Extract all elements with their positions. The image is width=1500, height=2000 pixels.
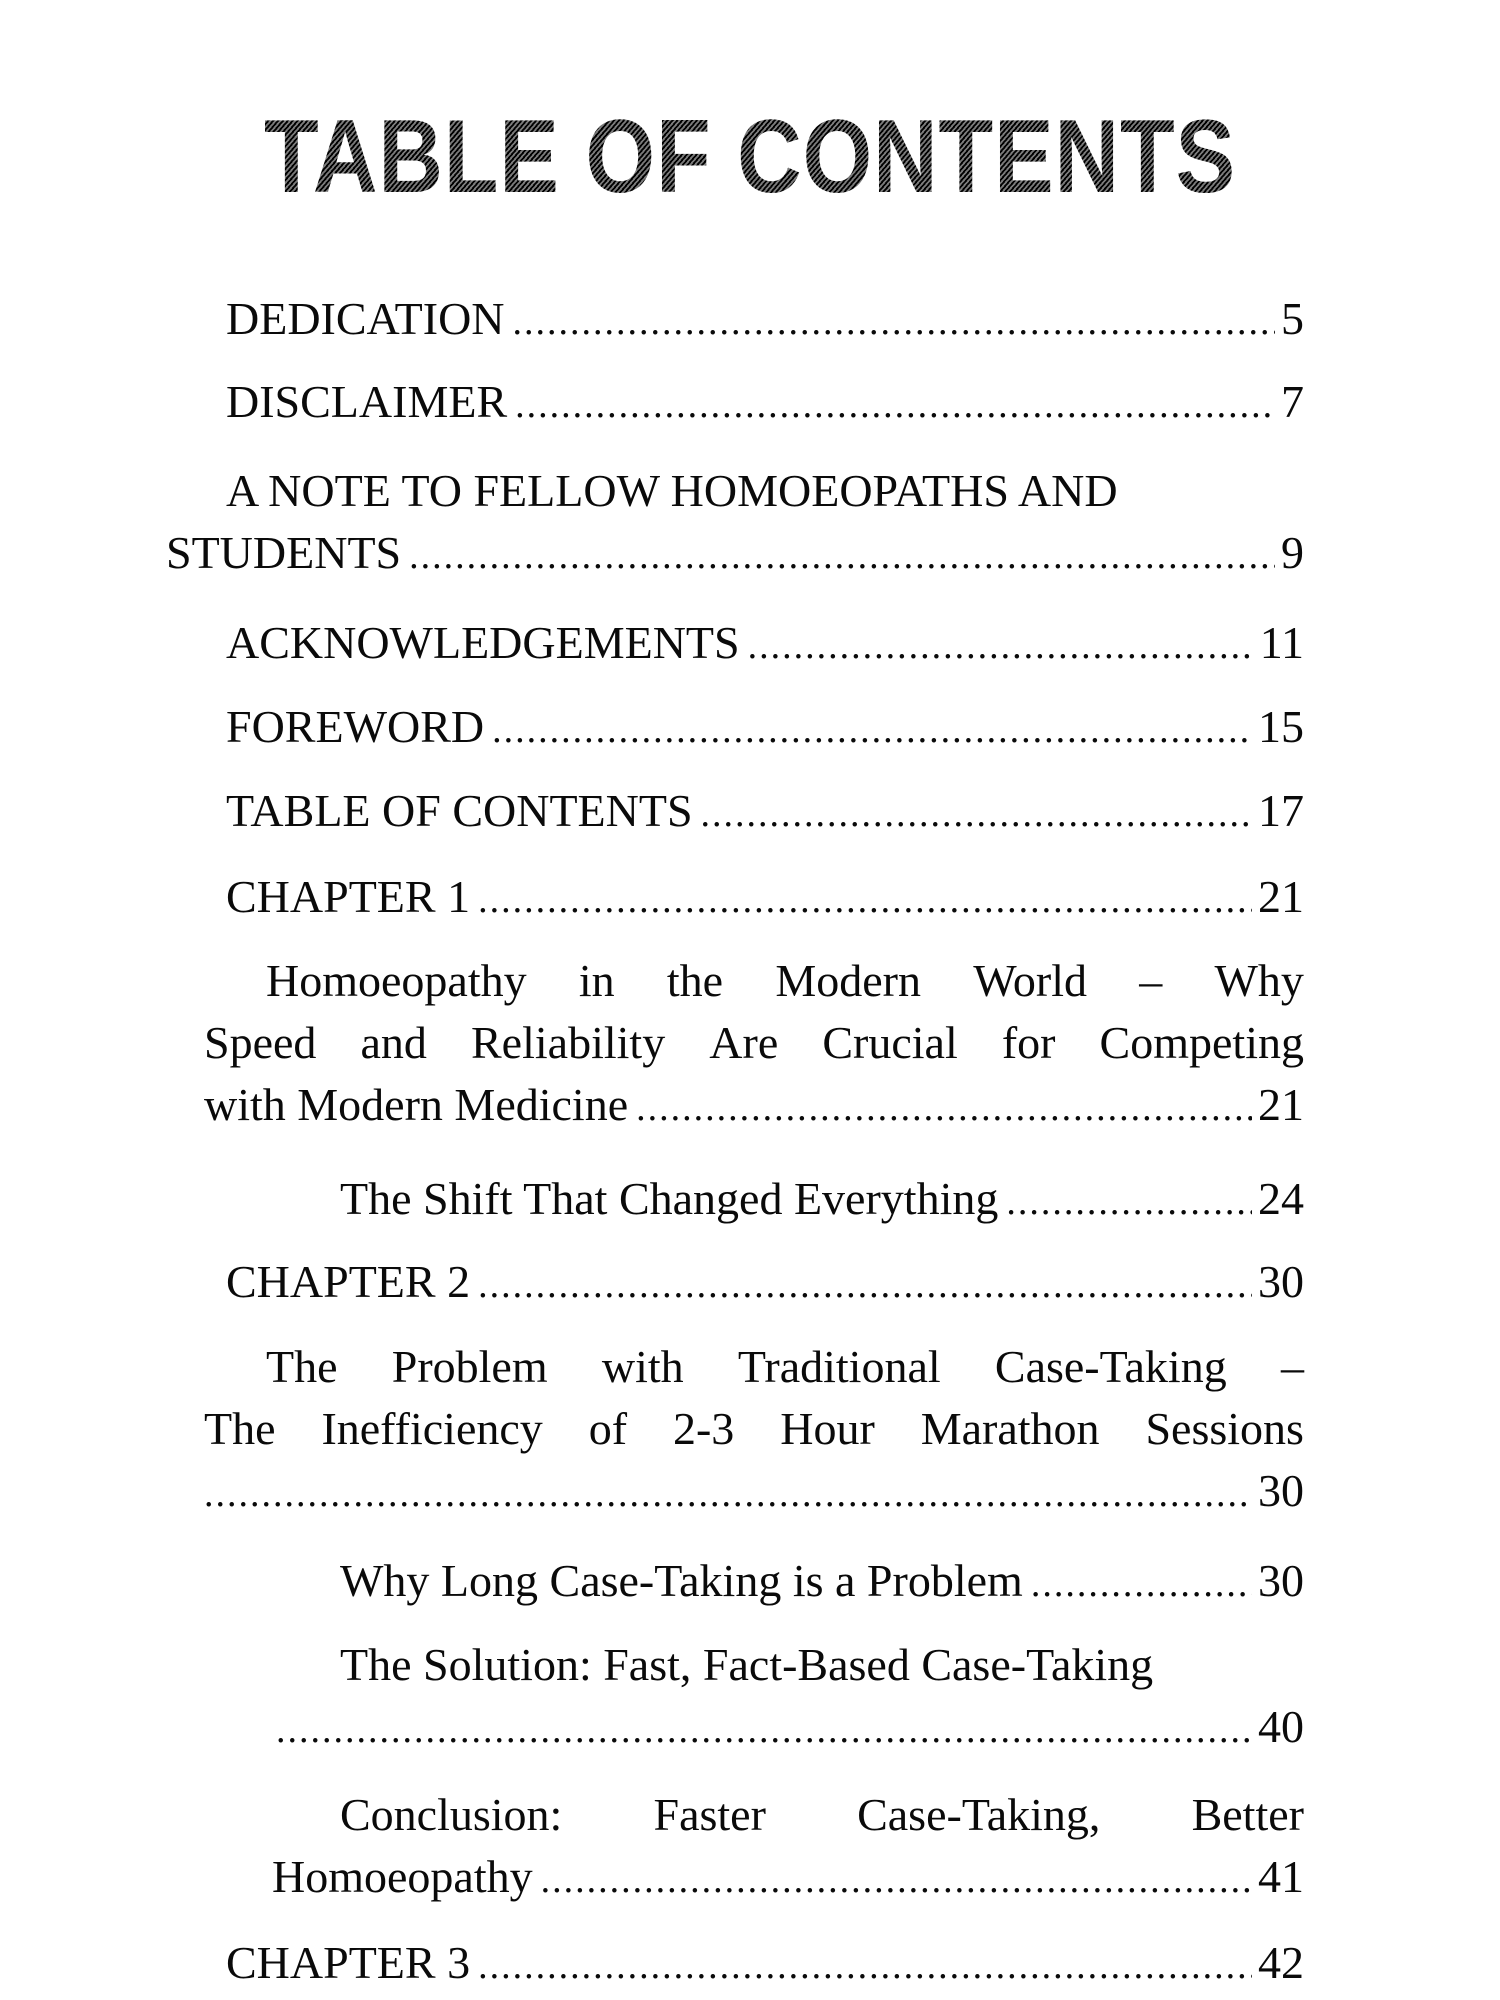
toc-entry-title-line1: A NOTE TO FELLOW HOMOEOPATHS AND [226, 465, 1118, 516]
word: Sessions [1145, 1403, 1304, 1454]
toc-entry-title: CHAPTER 2 [226, 1256, 471, 1307]
toc-entry-table-of-contents[interactable] [226, 780, 1304, 842]
dot-leader [492, 699, 1252, 761]
toc-page-number: 21 [1258, 871, 1304, 922]
toc-entry-title-line2 [204, 1398, 1304, 1460]
word: Case-Taking, [857, 1789, 1101, 1840]
word: Problem [391, 1341, 548, 1392]
word: Faster [653, 1789, 766, 1840]
word: Marathon [920, 1403, 1100, 1454]
toc-entry-title: Why Long Case-Taking is a Problem [340, 1555, 1023, 1606]
word: Competing [1099, 1017, 1304, 1068]
toc-page-number: 11 [1259, 617, 1304, 668]
word: Conclusion: [340, 1789, 563, 1840]
toc-page-number: 41 [1258, 1851, 1304, 1902]
word: Modern [775, 955, 921, 1006]
word: Homoeopathy [266, 955, 527, 1006]
toc-entry-why-long-case-taking[interactable] [340, 1550, 1304, 1612]
toc-entry-title-line1 [266, 1336, 1304, 1398]
toc-entry-chapter-3[interactable] [226, 1932, 1304, 1994]
toc-page-number: 24 [1258, 1173, 1304, 1224]
toc-entry-title: STUDENTS [166, 527, 402, 578]
word: of [588, 1403, 628, 1454]
toc-entry-title: DEDICATION [226, 293, 505, 344]
toc-entry-the-solution[interactable] [276, 1634, 1304, 1758]
dot-leader [748, 615, 1254, 677]
toc-entry-foreword[interactable] [226, 696, 1304, 758]
toc-entry-the-shift[interactable] [340, 1168, 1304, 1230]
dot-leader [513, 291, 1275, 353]
toc-entry-chapter-2[interactable] [226, 1251, 1304, 1313]
toc-entry-title-line1: The Solution: Fast, Fact-Based Case-Taking [340, 1639, 1154, 1690]
toc-entry-disclaimer[interactable] [226, 371, 1304, 433]
toc-entry-title: FOREWORD [226, 701, 485, 752]
word: – [1280, 1341, 1304, 1392]
toc-page-number: 30 [1258, 1555, 1304, 1606]
dot-leader [701, 783, 1252, 845]
word: Are [709, 1017, 779, 1068]
word: and [360, 1017, 427, 1068]
word: World [973, 955, 1088, 1006]
word: in [578, 955, 615, 1006]
dot-leader [636, 1077, 1252, 1139]
word: Traditional [737, 1341, 941, 1392]
toc-entry-acknowledgements[interactable] [226, 612, 1304, 674]
toc-page-number: 9 [1281, 527, 1304, 578]
toc-entry-chapter-1[interactable] [226, 866, 1304, 928]
toc-page-number: 21 [1258, 1079, 1304, 1130]
dot-leader [1006, 1171, 1252, 1233]
dot-leader [276, 1699, 1252, 1761]
toc-page-number: 42 [1258, 1937, 1304, 1988]
toc-page-number: 17 [1258, 785, 1304, 836]
toc-entry-title: DISCLAIMER [226, 376, 508, 427]
toc-entry-title-line2 [204, 1012, 1304, 1074]
toc-entry-homoeopathy-modern-world[interactable] [204, 950, 1304, 1136]
dot-leader [204, 1463, 1252, 1525]
word: Case-Taking [994, 1341, 1227, 1392]
toc-entry-title: TABLE OF CONTENTS [226, 785, 693, 836]
word: The [266, 1341, 338, 1392]
toc-entry-title-line1 [340, 1784, 1304, 1846]
word: with [601, 1341, 684, 1392]
word: Reliability [471, 1017, 666, 1068]
dot-leader [478, 869, 1252, 931]
toc-entry-problem-traditional[interactable] [204, 1336, 1304, 1522]
toc-entry-title: ACKNOWLEDGEMENTS [226, 617, 740, 668]
toc-entry-title: Homoeopathy [272, 1851, 533, 1902]
toc-entry-title: The Shift That Changed Everything [340, 1173, 999, 1224]
word: Why [1214, 955, 1304, 1006]
dot-leader [478, 1935, 1252, 1997]
toc-entry-conclusion[interactable] [272, 1784, 1304, 1908]
word: Better [1191, 1789, 1304, 1840]
toc-page-number: 30 [1258, 1256, 1304, 1307]
toc-page-number: 40 [1258, 1701, 1304, 1752]
word: 2-3 [672, 1403, 735, 1454]
toc-page-number: 5 [1281, 293, 1304, 344]
toc-page-number: 7 [1281, 376, 1304, 427]
word: – [1139, 955, 1163, 1006]
word: Crucial [822, 1017, 958, 1068]
dot-leader [478, 1254, 1252, 1316]
word: Inefficiency [321, 1403, 543, 1454]
word: The [204, 1403, 276, 1454]
page-title: TABLE OF CONTENTS [105, 100, 1395, 214]
word: Speed [204, 1017, 317, 1068]
word: the [666, 955, 724, 1006]
toc-entry-title: CHAPTER 1 [226, 871, 471, 922]
dot-leader [409, 525, 1275, 587]
toc-entry-note-to-homoeopaths[interactable] [166, 460, 1304, 584]
dot-leader [541, 1849, 1252, 1911]
dot-leader [1031, 1553, 1252, 1615]
toc-entry-title: with Modern Medicine [204, 1079, 629, 1130]
toc-page-number: 15 [1258, 701, 1304, 752]
toc-entry-title: CHAPTER 3 [226, 1937, 471, 1988]
word: for [1001, 1017, 1056, 1068]
toc-entry-dedication[interactable] [226, 288, 1304, 350]
toc-page-number: 30 [1258, 1465, 1304, 1516]
dot-leader [515, 374, 1275, 436]
word: Hour [780, 1403, 875, 1454]
toc-entry-title-line1 [266, 950, 1304, 1012]
